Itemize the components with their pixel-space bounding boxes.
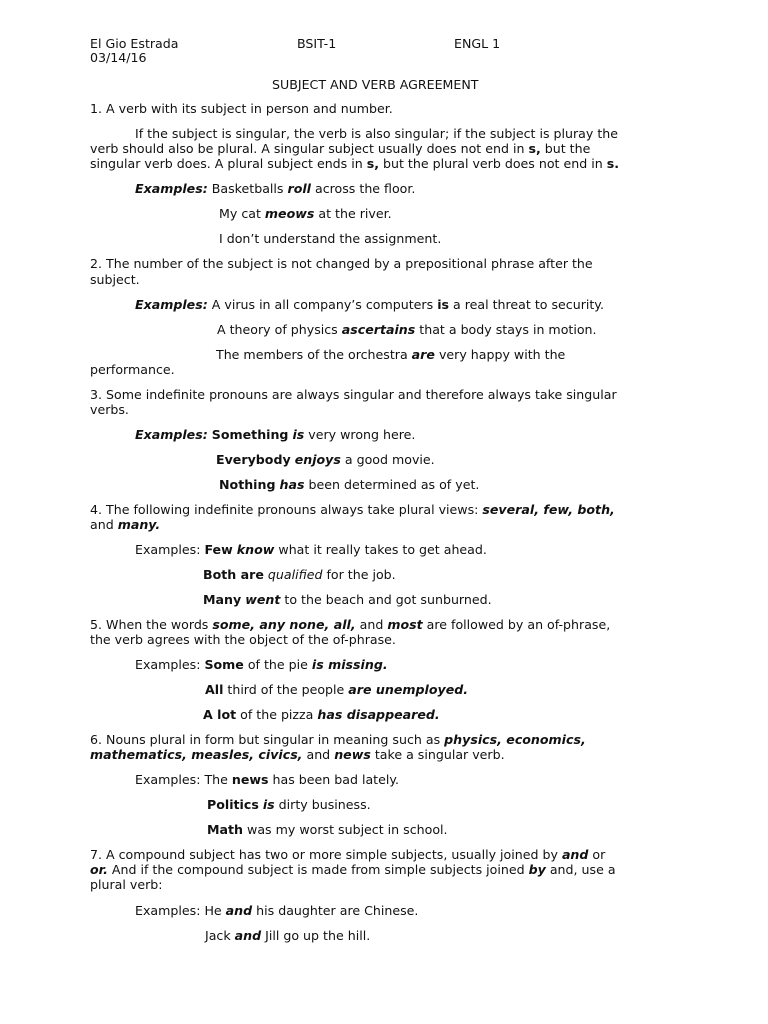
emphasized-text: Something bbox=[211, 427, 289, 442]
text-run: The members of the orchestra bbox=[216, 347, 412, 362]
text-line-r7-title2 bbox=[90, 862, 616, 877]
text-run: 5. When the words bbox=[90, 617, 213, 632]
emphasized-text: Some bbox=[204, 657, 244, 672]
text-run: take a singular verb. bbox=[370, 747, 505, 762]
emphasized-text: Both are bbox=[203, 567, 264, 582]
text-line-r5-ex2 bbox=[205, 682, 468, 697]
text-run: Jill go up the hill. bbox=[261, 928, 371, 943]
text-line-r6-ex1 bbox=[135, 772, 399, 787]
emphasized-text: most bbox=[387, 617, 423, 632]
text-run: for the job. bbox=[322, 567, 396, 582]
emphasized-text: by bbox=[528, 862, 546, 877]
text-run: singular verb does. A plural subject ends in bbox=[90, 156, 367, 171]
text-line-r4-ex1 bbox=[135, 542, 487, 557]
text-line-r3-ex3 bbox=[219, 477, 479, 492]
emphasized-text: Many bbox=[203, 592, 242, 607]
text-run: Examples: bbox=[135, 542, 205, 557]
text-line-r2-ex2 bbox=[217, 322, 597, 337]
section-label: BSIT-1 bbox=[297, 36, 337, 51]
emphasized-text: is bbox=[292, 427, 305, 442]
emphasized-text: s, bbox=[528, 141, 541, 156]
emphasized-text: qualified bbox=[267, 567, 323, 582]
text-run: and bbox=[302, 747, 335, 762]
text-line-r1-p2 bbox=[90, 141, 590, 156]
text-run: has been bad lately. bbox=[268, 772, 400, 787]
text-line-r3-ex2 bbox=[216, 452, 435, 467]
text-run: a good movie. bbox=[340, 452, 435, 467]
text-line-r4-title1 bbox=[90, 502, 615, 517]
text-line-r6-ex2 bbox=[207, 797, 371, 812]
emphasized-text: is bbox=[262, 797, 275, 812]
text-line-r3-title1 bbox=[90, 387, 617, 402]
text-run: a real threat to security. bbox=[449, 297, 604, 312]
text-run: was my worst subject in school. bbox=[243, 822, 448, 837]
text-line-r2-ex3b bbox=[90, 362, 175, 377]
emphasized-text: All bbox=[205, 682, 224, 697]
text-line-r2-ex3 bbox=[216, 347, 565, 362]
text-run: very wrong here. bbox=[304, 427, 416, 442]
text-run: what it really takes to get ahead. bbox=[274, 542, 487, 557]
text-line-r3-ex1 bbox=[135, 427, 415, 442]
emphasized-text: has bbox=[279, 477, 305, 492]
text-run: verb should also be plural. A singular subject usually does not end in bbox=[90, 141, 529, 156]
text-line-r1-p3 bbox=[90, 156, 619, 171]
emphasized-text: and bbox=[225, 903, 253, 918]
text-run: but the plural verb does not end in bbox=[379, 156, 607, 171]
text-line-r1-p1 bbox=[135, 126, 618, 141]
emphasized-text: several, few, both, bbox=[482, 502, 615, 517]
text-line-r1-ex1 bbox=[135, 181, 415, 196]
emphasized-text: many. bbox=[117, 517, 161, 532]
text-run: but the bbox=[540, 141, 591, 156]
emphasized-text: news bbox=[231, 772, 269, 787]
emphasized-text: or. bbox=[90, 862, 108, 877]
text-line-r7-ex2 bbox=[205, 928, 370, 943]
text-line-r6-title1 bbox=[90, 732, 586, 747]
text-run: very happy with the bbox=[434, 347, 566, 362]
text-run: verbs. bbox=[90, 402, 129, 417]
author-name: El Gio Estrada bbox=[90, 36, 179, 51]
text-line-r4-ex3 bbox=[203, 592, 492, 607]
emphasized-text: A lot bbox=[203, 707, 237, 722]
text-run: My cat bbox=[219, 206, 265, 221]
text-line-r2-title1 bbox=[90, 256, 593, 271]
emphasized-text: Politics bbox=[207, 797, 259, 812]
text-run: of the pizza bbox=[236, 707, 318, 722]
text-run: 1. A verb with its subject in person and number. bbox=[90, 101, 393, 116]
text-run: to the beach and got sunburned. bbox=[280, 592, 492, 607]
text-run: at the river. bbox=[314, 206, 392, 221]
text-run: 7. A compound subject has two or more simple subjects, usually joined by bbox=[90, 847, 562, 862]
document-title: SUBJECT AND VERB AGREEMENT bbox=[272, 77, 479, 92]
text-run: dirty business. bbox=[274, 797, 371, 812]
text-run: 3. Some indefinite pronouns are always singular and therefore always take singular bbox=[90, 387, 617, 402]
emphasized-text: are bbox=[411, 347, 435, 362]
emphasized-text: mathematics, measles, civics, bbox=[90, 747, 303, 762]
course-label: ENGL 1 bbox=[454, 36, 501, 51]
text-run: are followed by an of-phrase, bbox=[422, 617, 611, 632]
text-line-r7-title1 bbox=[90, 847, 605, 862]
text-run: his daughter are Chinese. bbox=[252, 903, 419, 918]
text-run: been determined as of yet. bbox=[304, 477, 480, 492]
emphasized-text: Nothing bbox=[219, 477, 276, 492]
emphasized-text: has disappeared. bbox=[317, 707, 440, 722]
text-line-r4-ex2 bbox=[203, 567, 396, 582]
text-run: Jack bbox=[205, 928, 235, 943]
text-line-r1-title bbox=[90, 101, 393, 116]
text-run: If the subject is singular, the verb is also singular; if the subject is pluray the bbox=[135, 126, 619, 141]
text-line-r5-title2 bbox=[90, 632, 396, 647]
text-run: I don’t understand the assignment. bbox=[219, 231, 442, 246]
emphasized-text: news bbox=[334, 747, 371, 762]
text-run: that a body stays in motion. bbox=[415, 322, 597, 337]
text-run: A virus in all company’s computers bbox=[207, 297, 438, 312]
text-run: 4. The following indefinite pronouns always take plural views: bbox=[90, 502, 483, 517]
text-line-r1-ex2 bbox=[219, 206, 392, 221]
text-run: and bbox=[355, 617, 388, 632]
emphasized-text: physics, economics, bbox=[444, 732, 586, 747]
text-run: Examples: He bbox=[135, 903, 226, 918]
text-run: and bbox=[90, 517, 118, 532]
text-run: of the pie bbox=[243, 657, 312, 672]
emphasized-text: Examples: bbox=[135, 427, 208, 442]
document-date: 03/14/16 bbox=[90, 50, 147, 65]
text-line-r5-ex3 bbox=[203, 707, 440, 722]
text-run: the verb agrees with the object of the of-phrase. bbox=[90, 632, 396, 647]
emphasized-text: meows bbox=[264, 206, 315, 221]
emphasized-text: some, any none, all, bbox=[212, 617, 356, 632]
emphasized-text: is missing. bbox=[311, 657, 388, 672]
emphasized-text: s. bbox=[606, 156, 619, 171]
text-run: performance. bbox=[90, 362, 175, 377]
emphasized-text: is bbox=[437, 297, 450, 312]
text-run: plural verb: bbox=[90, 877, 163, 892]
text-line-r5-ex1 bbox=[135, 657, 388, 672]
text-run: Basketballs bbox=[207, 181, 288, 196]
text-line-r5-title1 bbox=[90, 617, 610, 632]
emphasized-text: went bbox=[245, 592, 281, 607]
text-run: 6. Nouns plural in form but singular in meaning such as bbox=[90, 732, 445, 747]
emphasized-text: Few bbox=[204, 542, 233, 557]
emphasized-text: Examples: bbox=[135, 297, 208, 312]
text-line-r6-ex3 bbox=[207, 822, 448, 837]
emphasized-text: know bbox=[236, 542, 275, 557]
emphasized-text: ascertains bbox=[341, 322, 416, 337]
emphasized-text: enjoys bbox=[294, 452, 341, 467]
text-line-r3-title2 bbox=[90, 402, 129, 417]
text-run: A theory of physics bbox=[217, 322, 342, 337]
text-line-r2-title2 bbox=[90, 272, 140, 287]
emphasized-text: Math bbox=[207, 822, 244, 837]
text-run: And if the compound subject is made from simple subjects joined bbox=[107, 862, 529, 877]
text-line-r4-title2 bbox=[90, 517, 160, 532]
text-run: third of the people bbox=[223, 682, 349, 697]
text-run: Examples: bbox=[135, 657, 205, 672]
text-run: 2. The number of the subject is not changed by a prepositional phrase after the bbox=[90, 256, 593, 271]
emphasized-text: and bbox=[234, 928, 262, 943]
text-line-r1-ex3 bbox=[219, 231, 441, 246]
text-line-r7-ex1 bbox=[135, 903, 418, 918]
text-run: subject. bbox=[90, 272, 140, 287]
text-run: Examples: The bbox=[135, 772, 232, 787]
emphasized-text: and bbox=[561, 847, 589, 862]
text-line-r6-title2 bbox=[90, 747, 505, 762]
emphasized-text: Everybody bbox=[216, 452, 291, 467]
text-line-r2-ex1 bbox=[135, 297, 604, 312]
text-run: and, use a bbox=[545, 862, 616, 877]
emphasized-text: are unemployed. bbox=[348, 682, 469, 697]
emphasized-text: s, bbox=[366, 156, 379, 171]
text-line-r7-title3 bbox=[90, 877, 163, 892]
emphasized-text: roll bbox=[287, 181, 311, 196]
text-run: across the floor. bbox=[311, 181, 416, 196]
text-run: or bbox=[588, 847, 606, 862]
emphasized-text: Examples: bbox=[135, 181, 208, 196]
